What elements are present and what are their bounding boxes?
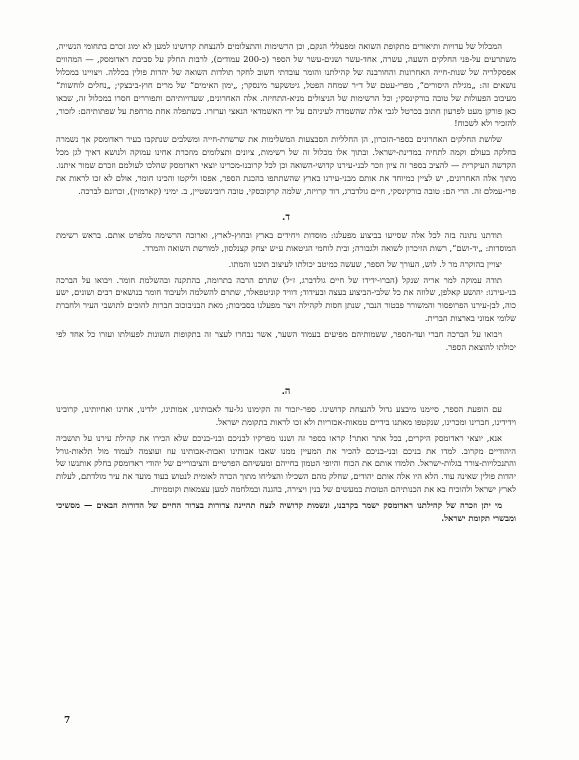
body-paragraph: יצויין בהוקרה מר ל. לוש, העורך של הספר, שעשה כמיטב יכולתו לעיצוב תוכנו והמתו. (228, 258, 502, 269)
section-heading-d: ד. (282, 211, 290, 223)
page-number: 7 (64, 716, 71, 726)
closing-paragraph: מי יתן וזכרה של קהילתנו ראדומסק ישמר בקרבנו, ונשמות קדושיה לנצח תהיינה צרורות בצרור החיים של הדורות הבאים — מסשיכי ומבשרי תקומת ישראל. (56, 500, 516, 524)
body-paragraph: עם הופעת הספר, סיימנו מיבצע גדול להנצחת קדושינו. ספר-יזכור זה הקימונו גל-עד לאבותינו, אמותינו, ילדינו, אחינו ואחיותינו, קרובינו וידידינו, חברינו ומכרינו, שנקטפו מאתנו בידיים טמאות-אכזריות ולא זכו לראות בתקומת ישראל. (56, 403, 516, 427)
body-paragraph: תודתנו נתונה בזה לכל אלה שסייעו בביצוע מפעלנו: מוסדות ויחידים בארץ ובחוץ-לארץ, וארוכה הרשימה מלפרט אותם. בראש רשימת המוסדות: „יד-ושם“, רשות הזיכרון לשואה ולגבורה; ובית לוחמי הגיטאות ע״ש יצחק קצנלסון, למורשת השואה והמרד. (56, 229, 516, 253)
body-paragraph: תודה עמוקה למר אריה שנקל (הברו-ידידו של חיים גולדברג, ז״ל) שתרם הרבה בתרומה, בהתקנה ובהשלמת חומר. ויבואו על הברכה בני-עירנו: יהושע קאלפן, שלוזה את כל שלבי-הביצוע בעצה ובעידוד; דוויד קוניטפאלר, שתרם להשלמה ולעיבוד חומר בנושאים רבים ושונים, ישע כוה, לבן-עירנו הפרופסור והמשורר פבטור הנבר, שנתן חסות לקהילה ויצר מפעלנו בסביבות; מאת הבניבוכוב חברות להוכים לתושבי העיר ולחברת שלומי אמוני בארצות הברית. (56, 274, 516, 324)
section-heading-h: ה. (281, 385, 291, 397)
text-column (56, 40, 516, 528)
body-paragraph: שלושת החלקים האחרונים בספר-הזכרון, הן החלליות הסבצעות המשלימות את שרשרת-חייה ומשלבים שנתקבו בעיר ראדומסק אך נשמרה בחלקה בעולם וקמה לתחיה במדינת-ישראל. ובתוך אלו מכלול זה של רשימות, ציונים ותצלומים מוזכרת אחינו עמוקה ולנושא דאיך לגן מכל הקדשה העיקרית — להציב בספר זה ציון וזכר לבני-עירנו קדושי-השואה וכן לכל קרובנו-מכרינו יוצאי ראדומסק שהלכו לעולמם וזכרם שמור איתנו. מתוך אלה האחרונים, יש לציין כמיוחד את אותם מבני-עירנו בארץ שהשתתפו בהכנת הספר, אפסו וליקטו והכינו חומר, אולם לא זכו לראות את פרי-עמלם זה. הרי הם: טובה בורקינסקי, חיים גולדברג, דוד קרויזה, שלמה קרקובסקי, טובה רובינשטיין, ב. ימיני (קארמזין), זכרונם לברכה. (56, 134, 516, 196)
body-paragraph: אנא, יוצאי ראדומסק היקרים, בכל אתר ואתר! קראו בספר זה ושננו מפרקיו לבניכם ובני-בניכם שלא הכירו את קהילת עירנו על תושביה היהודיים מקרוב. למדו את בניכם ובני-בניכם להכיר את המעיין ממנו שאבו אבותינו ואבות-אבותינו עוז ועוצמה לעמוד מול תלאות-גורל והתנכלויות-צורר בגלות-ישראל. תלמדו אותם את הכוח והיופי הטמון בחייהם ומעשיהם הפרטיים והציבוריים של יהודי ראדומסק בחלק אותנשו של יהדות פולין שאינה עוד. הלא היו אלה אותם יהודים, שחלק מהם השכילו והצליחו מתוך הכרה לאומית לנטוש בעוד מועד את עיר מולדתם, לעלות לארץ ישראל ולהוכיח בא את הכנותיהם הטובות במעשים של בנין ויצירה, בהגנה ובמלחמה למען עצמאות וקוממיות. (56, 432, 516, 495)
body-paragraph: המכלול של עדויות ותיאורים מתקופת השואה ומפעללי הנקם, וכן הרשימות והתצלומים להנצחת קדושינו למען לא ימוג זכרם בתחומי הנשייה, משתרעים על-פני החלקים השעה, עשרה, אחד-עשר ושנים-עשר של הספר (כ-200 עמודים), לרבות החלק על סביבת ראדומסק, — המהווים אפסקלריה של שנות-חייה האחרונות והחורבנה של קהילתנו והומר עובדתי חשוב לחקר תולדות השואה של יהדות פולין בכללה. ויצויינו במכלול נושאים זה: „מגילת היסורים“, מפרי-עטם של ד״ר שמחה הפטל, גיטשקער מינסקר; „ימון האימים“ של מרים חוץ-ביבצקי; „נחלים לוחשות“ מעיבוב הפעולות של טובה בורקינסקי; וכל הרשימות של הניצולים מניא-התחיזה. אלה האחרונים, שעדויותיהם ותפוררים חסרו במכלול זה, שבאו כאן פורקן מעט לפרעון חתוב בכרטל לגבי אלה שהשמדה לעיניהם על ידי האשמדאי הנאצי וערזרו. בשתפלה אחת מרחפת על שפתותיהם: לזכור, להזכיר ולא לשכוח! (56, 41, 516, 129)
body-paragraph: ויבואו על הברכה חברי ועד-הספר, ששמותיהם מפיעים בעמוד השער, אשר נבחרו לעצר זה בתקופות השונות לפעולתו ועזרו כל אחד לפי יכולתו להוצאת הספר. (56, 329, 516, 353)
